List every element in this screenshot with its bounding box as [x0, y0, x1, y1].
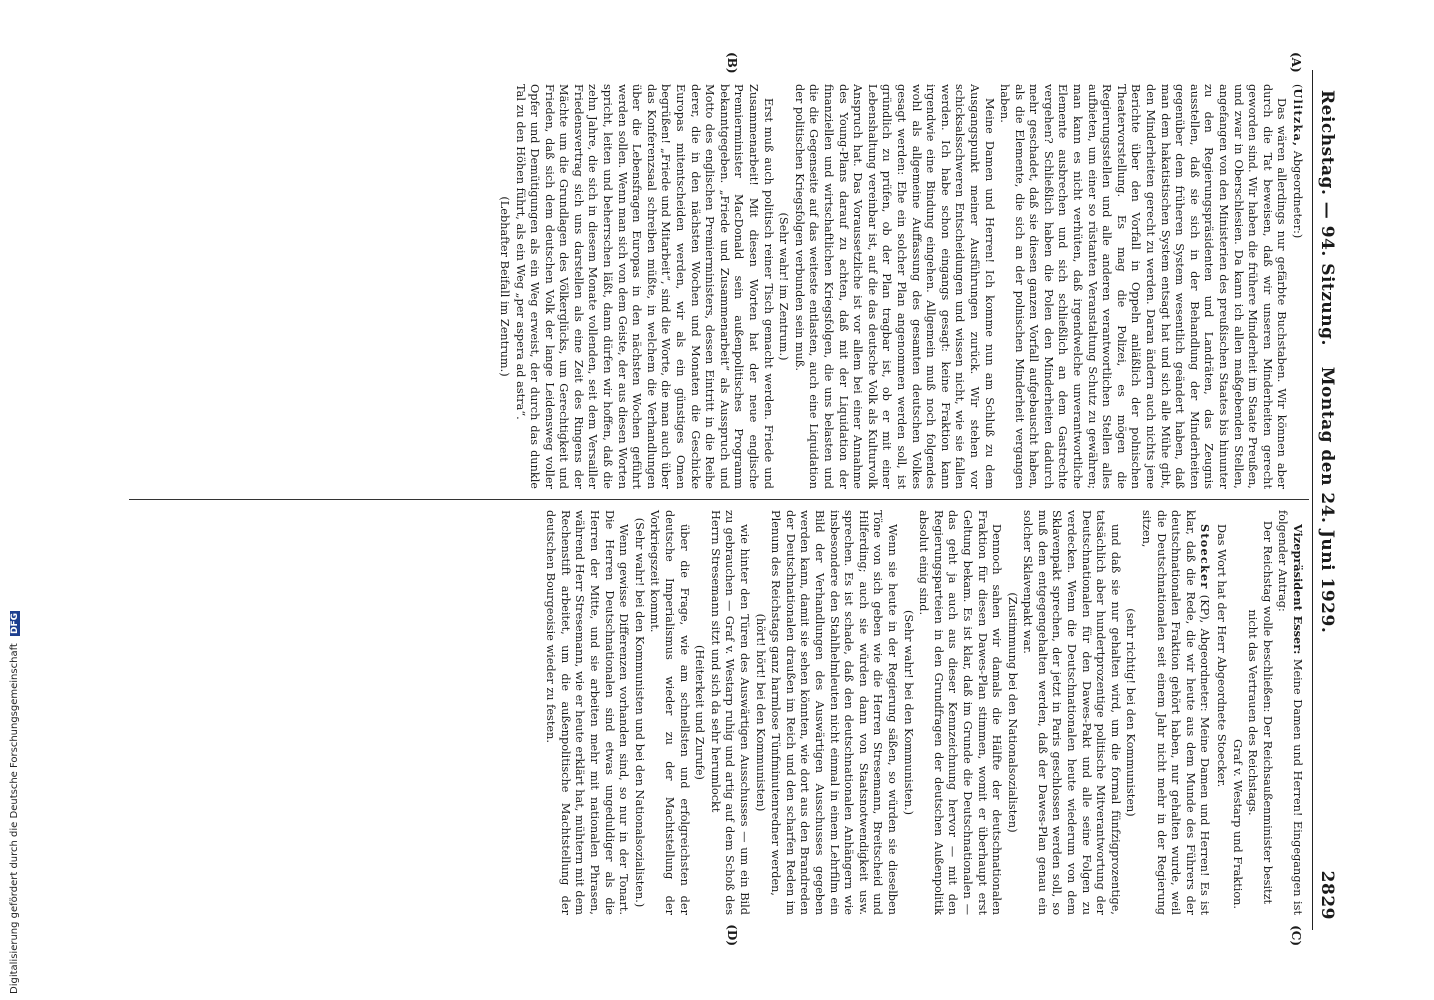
applause-note: (sehr richtig! bei den Kommunisten): [1124, 608, 1138, 817]
header-date: Montag den 24. Juni 1929.: [1317, 366, 1337, 634]
header-title: Reichstag. — 94. Sitzung.: [1317, 90, 1337, 346]
speaker-paragraph: Stoecker (KP), Abgeordneter: Meine Damen und Herren! Es ist klar, daß die Rede, die wir heute aus dem Munde des Führers der deutschnationalen Fraktion gehört haben, nur gehalten wurde, weil die Deutschnationalen seit einem Jahr nicht mehr in der Regierung sitzen,: [1140, 510, 1213, 915]
page-number: 2829: [1317, 870, 1337, 920]
paragraph: und daß sie nur gehalten wird, um die formal fünfzigprozentige, tatsächlich aber hundertprozentige politische Mitverantwortung der Deutschnationalen für den Dawes-Pakt und alle seine Folgen zu verdecken. Wenn die Deutschnationalen heute wiederum von dem Sklavenpakt sprechen, der jetzt in Paris geschlossen werden soll, so muß dem entgegengehalten werden, daß der Dawes-Plan genau ein solcher Sklavenpakt war.: [1021, 510, 1122, 915]
left-column: [129, 84, 1305, 489]
margin-marker-d: (D): [725, 924, 739, 946]
applause-note: (Zustimmung bei den Nationalsozialisten): [1005, 592, 1019, 833]
digitization-credit: [6, 4, 24, 994]
applause-note: (Lebhafter Beifall im Zentrum.): [497, 196, 511, 377]
margin-marker-b: (B): [725, 52, 739, 74]
applause-note: (Sehr wahr! bei den Kommunisten.): [901, 609, 915, 816]
applause-note: (Heiterkeit und Zurufe): [693, 645, 707, 780]
paragraph: Das wären allerdings nur gefärbte Buchstaben. Wir können aber durch die Tat beweisen, daß wir unseren Minderheiten gerecht geworden sind. Wir haben die frühere Minderheit im Staate Preußen, und zwar in Oberschlesien. Da kann ich allen maßgebenden Stellen, angefangen von den Ministerien des preußischen Staates bis hinunter zu den Regierungspräsidenten und Landräten, das Zeugnis ausstellen, daß sie sich in der Behandlung der Minderheiten gegenüber dem früheren System wesentlich geändert haben, daß man dem hakatistischen System entsagt hat und sich alle Mühe gibt, den Minderheiten gerecht zu werden. Daran ändern auch nichts jene Berichte über den Vorfall in Oppeln anläßlich der polnischen Theatervorstellung. Es mag die Polizei, es mögen die Regierungsstellen und alle anderen verantwortlichen Stellen alles aufbieten, um einer so rüstanten Veranstaltung Schutz zu gewähren; man kann es nicht verhüten, daß irgendwelche unverantwortliche Elemente ausbrechen und sich schließlich an dem Gastrechte vergehen? Schließlich haben die Polen den Minderheiten dadurch mehr geschadet, daß sie diesen ganzen Vorfall aufgebauscht haben, als die Elemente, die sich an der polnischen Minderheit vergangen haben.: [998, 84, 1289, 489]
motion-text: Der Reichstag wolle beschließen: Der Reichsaußenminister besitzt nicht das Vertrauen des Reichstags.: [1246, 520, 1274, 905]
paragraph: Erst muß auch politisch reiner Tisch gemacht werden. Friede und Zusammenarbeit! Mit diesen Worten hat der neue englische Premierminister MacDonald sein außenpolitisches Programm bekanntgegeben. „Friede und Zusammenarbeit“ als Ausspruch und Motto des englischen Premierministers, dessen Eintritt in die Reihe derer, die in den nächsten Wochen und Monaten die Geschicke Europas mitentscheiden werden, wir als ein günstiges Omen begrüßen! „Friede und Mitarbeit“, sind die Worte, die man auch über das Konferenzsaal schreiben müßte, in welchem die Verhandlungen über die Lebensfragen Europas in den nächsten Wochen geführt werden sollen. Wenn man sich von dem Geiste, der aus diesen Worten spricht, leiten und beherrschen läßt, dann dürfen wir hoffen, daß die zehn Jahre, die sich in diesem Monate vollenden, seit dem Versailler Friedensvertrag sich uns darstellen als eine Zeit des Ringens der Mächte um die Grundlagen des Völkerglücks, um Gerechtigkeit und Frieden, daß sich dem deutschen Volk der lange Leidensweg voller Opfer und Demütigungen als ein Weg erweist, der durch das dunkle Tal zu den Höhen führt, als ein Weg „per aspera ad astra“.: [513, 84, 775, 489]
applause-note: (hört! hört! bei den Kommunisten): [753, 613, 767, 812]
credit-text: Digitalisierung gefördert durch die Deutsche Forschungsgemeinschaft: [9, 643, 20, 994]
paragraph: Meine Damen und Herren! Ich komme nun am Schluß zu dem Ausgangspunkt meiner Ausführungen zurück. Wir stehen vor schicksalsschweren Entscheidungen und wissen nicht, wie sie fallen werden. Ich habe schon eingangs gesagt: keine Fraktion kann irgendwie eine Bindung eingehen. Allgemein muß noch folgendes wohl als allgemeine Auffassung des gesamten deutschen Volkes gesagt werden: Ehe ein solcher Plan angenommen werden soll, ist gründlich zu prüfen, ob der Plan tragbar ist, ob er mit einer Lebenshaltung vereinbar ist, auf die das deutsche Volk als Kulturvolk Anspruch hat. Das Voraussetzliche ist vor allem bei einer Annahme des Young-Plans darauf zu achten, daß mit der Liquidation der finanziellen und wirtschaftlichen Kriegsfolgen, die uns belasten und die die Gegenseite auf das weiteste entlasten, auch eine Liquidation der politischen Kriegsfolgen verbunden sein muß.: [792, 84, 996, 489]
margin-marker-a: (A): [1289, 52, 1303, 73]
paragraph: Wenn sie heute in der Regierung säßen, so würden sie dieselben Töne von sich geben wie die Herren Stresemann, Breitscheid und Hilferding; auch sie würden dann von Staatsnotwendigkeit usw. sprechen. Es ist schade, daß den deutschnationalen Anhängern wie insbesondere den Stahlhelmleuten nicht einmal in einem Lehrfilm ein Bild der Verhandlungen des Auswärtigen Ausschusses gegeben werden kann, damit sie sehen könnten, wie dort aus den Brandreden der Deutschnationalen draußen im Reich und den scharfen Reden im Plenum des Reichstags ganz harmlose Tünfminutenredner werden,: [769, 510, 899, 915]
margin-marker-c: (C): [1289, 925, 1303, 946]
paragraph: wie hinter den Türen des Auswärtigen Ausschusses — um ein Bild zu gebrauchen — Graf v. Westarp ruhig und artig auf dem Schoß des Herrn Stresemann sitzt und sich da sehr herumlockt: [708, 510, 752, 915]
speaker-line: (Ulitzka, Abgeordneter:): [1291, 84, 1305, 239]
column-divider: [129, 499, 1309, 500]
applause-note: (Sehr wahr! im Zentrum.): [777, 212, 791, 361]
right-column: [129, 510, 1305, 915]
president-name: Vizepräsident Esser:: [1291, 524, 1305, 655]
page-header: [1312, 70, 1339, 930]
newspaper-page: [129, 52, 1339, 946]
president-intro: Vizepräsident Esser: Meine Damen und Herren! Eingegangen ist folgender Antrag:: [1276, 510, 1305, 916]
paragraph: Wenn gewisse Differenzen vorhanden sind, so nur in der Tonart. Die Herren Deutschnationalen sind etwas ungeduldiger als die Herren der Mitte, und sie arbeiten mehr mit nationalen Phrasen, während Herr Stresemann, wie er heute erklärt hat, mühtern mit dem Rechenstift arbeitet, um die außenpolitische Machtstellung der deutschen Bourgeoisie wieder zu festen.: [544, 510, 631, 915]
speaker-name: Ulitzka,: [1291, 88, 1305, 148]
speaker-role: Abgeordneter:: [1291, 150, 1304, 234]
speaker-name: Stoecker: [1198, 524, 1213, 590]
paragraph: Dennoch sahen wir damals die Hälfte der deutschnationalen Fraktion für diesen Dawes-Plan stimmen, womit er überhaupt erst Geltung bekam. Es ist klar, daß im Grunde die Deutschnationalen — das geht ja auch aus dieser Kennzeichnung hervor — mit den Regierungsparteien in den Grundfragen der deutschen Außenpolitik absolut einig sind.: [917, 510, 1004, 915]
motion-signature: Graf v. Westarp und Fraktion.: [1230, 739, 1244, 909]
dfg-logo-icon: DFG: [10, 612, 20, 634]
paragraph: über die Frage, wie am schnellsten und erfolgreichsten der deutsche Imperialismus wieder zu der Machtstellung der Vorkriegszeit kommt.: [648, 510, 691, 915]
applause-note: (Sehr wahr! bei den Kommunisten und bei den Nationalsozialisten.): [632, 517, 646, 908]
floor-grant: Das Wort hat der Herr Abgeordnete Stoecker.: [1215, 524, 1229, 788]
